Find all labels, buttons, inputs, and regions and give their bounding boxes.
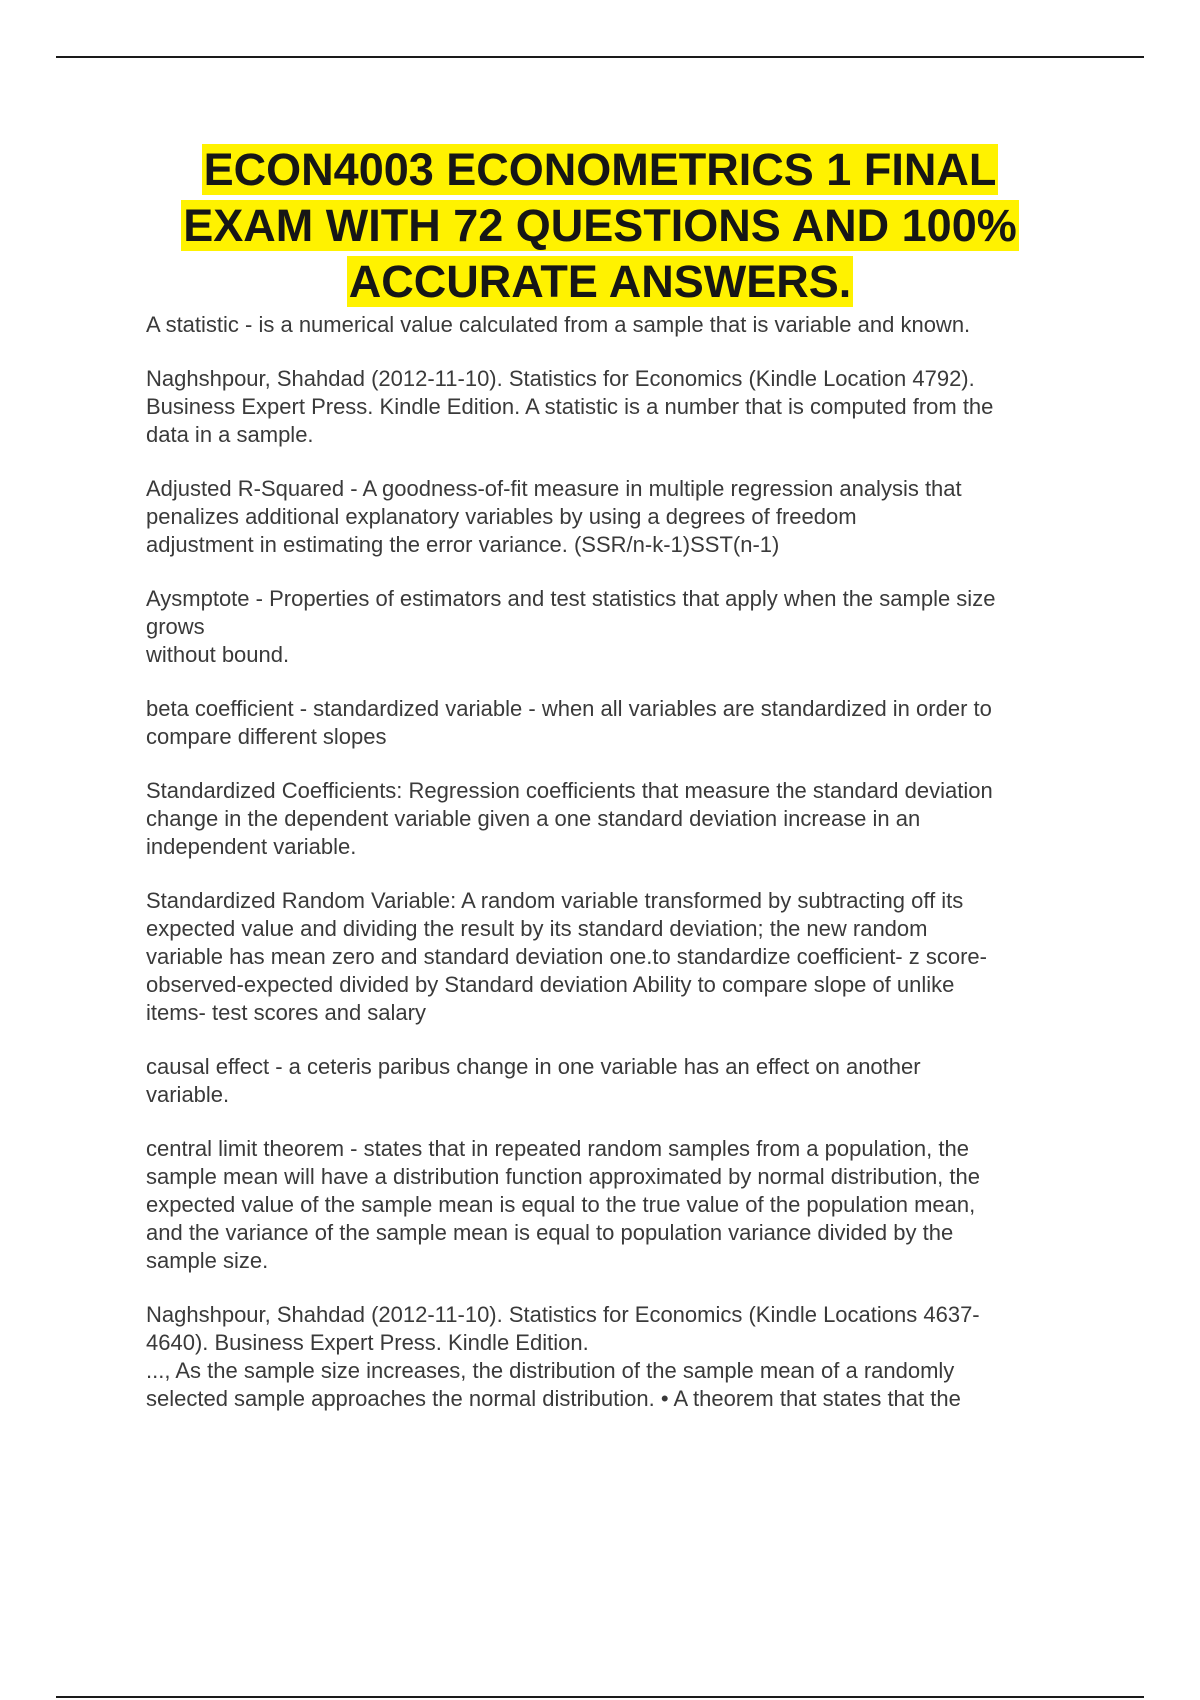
text-line: causal effect - a ceteris paribus change in one variable has an effect on another <box>146 1054 921 1079</box>
text-line: Business Expert Press. Kindle Edition. A statistic is a number that is computed from the <box>146 394 994 419</box>
text-line: A statistic - is a numerical value calculated from a sample that is variable and known. <box>146 312 971 337</box>
text-paragraph <box>146 1135 1094 1275</box>
page-title <box>100 142 1100 310</box>
text-paragraph <box>146 585 1094 669</box>
footer-rule <box>56 1696 1144 1698</box>
text-line: sample mean will have a distribution function approximated by normal distribution, the <box>146 1164 980 1189</box>
text-paragraph <box>146 1053 1094 1109</box>
text-line: grows <box>146 614 205 639</box>
document-body <box>146 311 1094 1439</box>
text-paragraph <box>146 695 1094 751</box>
text-line: Naghshpour, Shahdad (2012-11-10). Statistics for Economics (Kindle Location 4792). <box>146 366 975 391</box>
text-line: sample size. <box>146 1248 269 1273</box>
text-line: Naghshpour, Shahdad (2012-11-10). Statistics for Economics (Kindle Locations 4637- <box>146 1302 980 1327</box>
text-line: beta coefficient - standardized variable - when all variables are standardized in order to <box>146 696 992 721</box>
text-line: and the variance of the sample mean is equal to population variance divided by the <box>146 1220 954 1245</box>
text-line: ..., As the sample size increases, the distribution of the sample mean of a randomly <box>146 1358 955 1383</box>
text-line: Standardized Coefficients: Regression coefficients that measure the standard deviation <box>146 778 993 803</box>
text-paragraph <box>146 1301 1094 1413</box>
text-paragraph <box>146 311 1094 339</box>
text-line: change in the dependent variable given a one standard deviation increase in an <box>146 806 921 831</box>
text-paragraph <box>146 887 1094 1027</box>
text-line: Adjusted R-Squared - A goodness-of-fit measure in multiple regression analysis that <box>146 476 962 501</box>
title-line: ECON4003 ECONOMETRICS 1 FINAL <box>203 144 997 195</box>
text-line: without bound. <box>146 642 290 667</box>
text-paragraph <box>146 365 1094 449</box>
text-line: variable has mean zero and standard deviation one.to standardize coefficient- z score- <box>146 944 987 969</box>
text-line: 4640). Business Expert Press. Kindle Edition. <box>146 1330 589 1355</box>
header-rule <box>56 56 1144 58</box>
text-line: compare different slopes <box>146 724 387 749</box>
text-paragraph <box>146 777 1094 861</box>
text-line: selected sample approaches the normal distribution. • A theorem that states that the <box>146 1386 961 1411</box>
text-line: central limit theorem - states that in repeated random samples from a population, the <box>146 1136 969 1161</box>
title-line: ACCURATE ANSWERS. <box>348 256 852 307</box>
title-line: EXAM WITH 72 QUESTIONS AND 100% <box>183 200 1017 251</box>
text-line: independent variable. <box>146 834 357 859</box>
text-paragraph <box>146 475 1094 559</box>
text-line: Aysmptote - Properties of estimators and test statistics that apply when the sample size <box>146 586 996 611</box>
text-line: penalizes additional explanatory variables by using a degrees of freedom <box>146 504 857 529</box>
text-line: observed-expected divided by Standard deviation Ability to compare slope of unlike <box>146 972 955 997</box>
text-line: variable. <box>146 1082 230 1107</box>
text-line: adjustment in estimating the error variance. (SSR/n-k-1)SST(n-1) <box>146 532 780 557</box>
text-line: expected value of the sample mean is equal to the true value of the population mean, <box>146 1192 976 1217</box>
text-line: data in a sample. <box>146 422 314 447</box>
text-line: expected value and dividing the result by its standard deviation; the new random <box>146 916 928 941</box>
text-line: items- test scores and salary <box>146 1000 426 1025</box>
text-line: Standardized Random Variable: A random variable transformed by subtracting off its <box>146 888 964 913</box>
